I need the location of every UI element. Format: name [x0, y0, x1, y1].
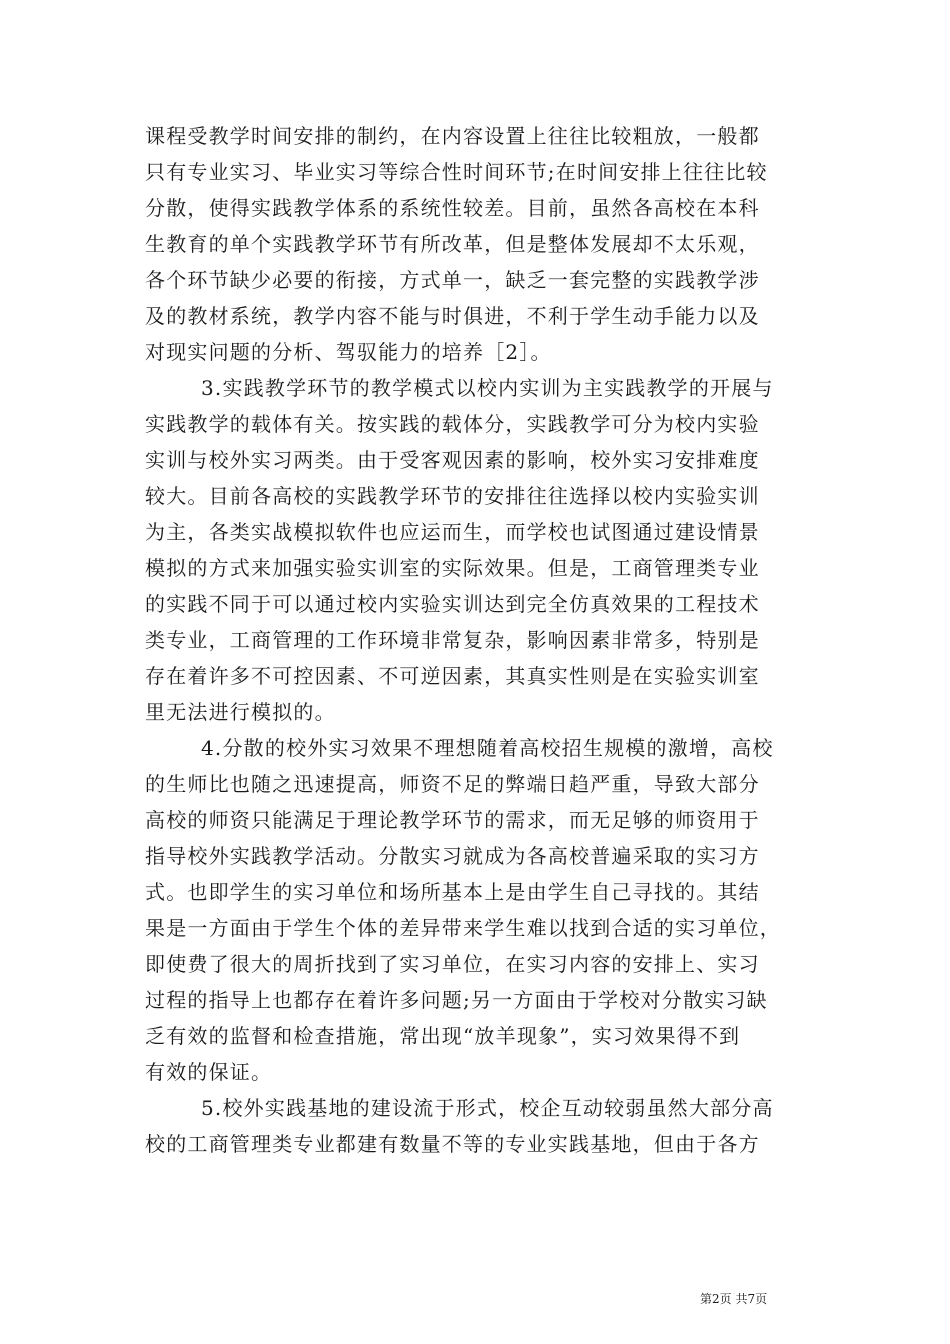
text-line: 即使费了很大的周折找到了实习单位，在实习内容的安排上、实习 — [145, 952, 760, 976]
text-line: 分散，使得实践教学体系的系统性较差。目前，虽然各高校在本科 — [145, 196, 760, 220]
text-line: 对现实问题的分析、驾驭能力的培养［2］。 — [145, 340, 552, 364]
paragraph-heading-line: 5.校外实践基地的建设流于形式，校企互动较弱虽然大部分高 — [201, 1096, 774, 1120]
text-line: 实践教学的载体有关。按实践的载体分，实践教学可分为校内实验 — [145, 412, 760, 436]
text-line: 过程的指导上也都存在着许多问题;另一方面由于学校对分散实习缺 — [145, 988, 768, 1012]
text-line: 的实践不同于可以通过校内实验实训达到完全仿真效果的工程技术 — [145, 592, 760, 616]
text-line: 存在着许多不可控因素、不可逆因素，其真实性则是在实验实训室 — [145, 664, 760, 688]
text-line: 及的教材系统，教学内容不能与时俱进，不利于学生动手能力以及 — [145, 304, 760, 328]
paragraph-heading-line: 4.分散的校外实习效果不理想随着高校招生规模的激增，高校 — [201, 736, 774, 760]
text-line: 模拟的方式来加强实验实训室的实际效果。但是，工商管理类专业 — [145, 556, 760, 580]
text-line: 果是一方面由于学生个体的差异带来学生难以找到合适的实习单位， — [145, 916, 781, 940]
text-line: 只有专业实习、毕业实习等综合性时间环节;在时间安排上往往比较 — [145, 160, 768, 184]
text-line: 乏有效的监督和检查措施，常出现“放羊现象”，实习效果得不到 — [145, 1024, 741, 1048]
text-line: 指导校外实践教学活动。分散实习就成为各高校普遍采取的实习方 — [145, 844, 760, 868]
text-line: 里无法进行模拟的。 — [145, 700, 336, 724]
text-line: 校的工商管理类专业都建有数量不等的专业实践基地，但由于各方 — [145, 1132, 760, 1156]
text-line: 的生师比也随之迅速提高，师资不足的弊端日趋严重，导致大部分 — [145, 772, 760, 796]
text-line: 课程受教学时间安排的制约，在内容设置上往往比较粗放，一般都 — [145, 124, 760, 148]
text-line: 生教育的单个实践教学环节有所改革，但是整体发展却不太乐观， — [145, 232, 760, 256]
text-line: 有效的保证。 — [145, 1060, 273, 1084]
text-line: 实训与校外实习两类。由于受客观因素的影响，校外实习安排难度 — [145, 448, 760, 472]
text-line: 高校的师资只能满足于理论教学环节的需求，而无足够的师资用于 — [145, 808, 760, 832]
text-line: 类专业，工商管理的工作环境非常复杂，影响因素非常多，特别是 — [145, 628, 760, 652]
page-number-footer: 第2页 共7页 — [700, 1292, 768, 1306]
text-line: 为主，各类实战模拟软件也应运而生，而学校也试图通过建设情景 — [145, 520, 760, 544]
text-line: 各个环节缺少必要的衔接，方式单一，缺乏一套完整的实践教学涉 — [145, 268, 760, 292]
text-line: 式。也即学生的实习单位和场所基本上是由学生自己寻找的。其结 — [145, 880, 760, 904]
paragraph-heading-line: 3.实践教学环节的教学模式以校内实训为主实践教学的开展与 — [201, 376, 774, 400]
text-line: 较大。目前各高校的实践教学环节的安排往往选择以校内实验实训 — [145, 484, 760, 508]
document-body — [145, 118, 810, 1162]
